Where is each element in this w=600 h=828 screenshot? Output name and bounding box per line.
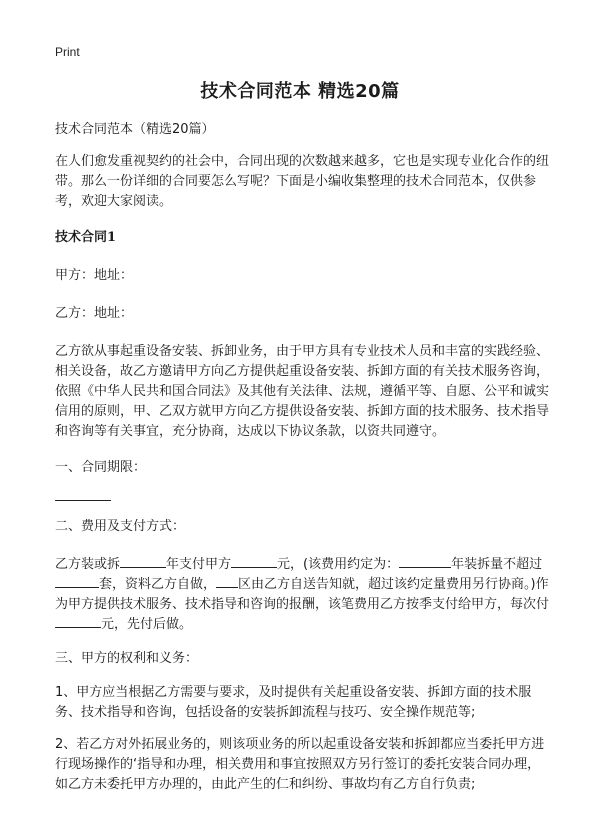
print-label: Print	[55, 45, 80, 59]
fee-text-6: 区由乙方自送告知就，超过该约定量费用另行协商。)作为甲方提供技术服务、技术指导和咨询的报酬，该笔费用乙方按季支付给甲方，每次付	[55, 577, 550, 612]
fee-blank-5	[216, 575, 238, 588]
fee-text-5: 套，资料乙方自做，	[99, 577, 217, 592]
fee-text-3: 元，(该费用约定为：	[277, 557, 400, 572]
fee-blank-4	[55, 575, 99, 588]
section-contract-term: 一、合同期限：	[55, 460, 147, 475]
fee-blank-6	[55, 615, 101, 628]
fee-text-2: 年支付甲方	[166, 557, 232, 572]
fee-paragraph	[55, 555, 550, 635]
fee-text-7: 元，先付后做。	[101, 617, 193, 632]
fee-blank-2	[231, 555, 277, 568]
document-title: 技术合同范本 精选20篇	[200, 81, 400, 102]
preamble-paragraph: 乙方欲从事起重设备安装、拆卸业务，由于甲方具有专业技术人员和丰富的实践经验、相关设备，故乙方邀请甲方向乙方提供起重设备安装、拆卸方面的有关技术服务咨询，依照《中华人民共和国合同法》及其他有关法律、法规，遵循平等、自愿、公平和诚实信用的原则，甲、乙双方就甲方向乙方提供设备安装、拆卸方面的技术服务、技术指导和咨询等有关事宜，充分协商，达成以下协议条款，以资共同遵守。	[55, 344, 550, 439]
party-a-item-1: 1、甲方应当根据乙方需要与要求，及时提供有关起重设备安装、拆卸方面的技术服务、技术指导和咨询，包括设备的安装拆卸流程与技巧、安全操作规范等;	[55, 685, 532, 720]
fee-blank-3	[399, 555, 451, 568]
term-blank-line	[55, 500, 111, 501]
party-b-line: 乙方：地址：	[55, 306, 134, 321]
fee-blank-1	[120, 555, 166, 568]
fee-text-1: 乙方装或拆	[55, 557, 121, 572]
section-fee-payment: 二、费用及支付方式：	[55, 519, 186, 534]
party-a-line: 甲方：地址：	[55, 268, 134, 283]
intro-paragraph: 在人们愈发重视契约的社会中，合同出现的次数越来越多，它也是实现专业化合作的纽带。那么一份详细的合同要怎么写呢？下面是小编收集整理的技术合同范本，仅供参考，欢迎大家阅读。	[55, 154, 550, 209]
party-a-item-2: 2、若乙方对外拓展业务的，则该项业务的所以起重设备安装和拆卸都应当委托甲方进行现场操作的‘指导和办理，相关费用和事宜按照双方另行签订的委托安装合同办理，如乙方未委托甲方办理的，由此产生的仁和纠纷、事故均有乙方自行负责;	[55, 737, 545, 792]
section-party-a-rights: 三、甲方的权利和义务：	[55, 651, 199, 666]
fee-text-4: 年装拆量不超过	[451, 557, 543, 572]
document-body	[55, 120, 550, 795]
document-subtitle: 技术合同范本（精选20篇）	[55, 122, 215, 137]
contract-heading: 技术合同1	[55, 230, 117, 245]
